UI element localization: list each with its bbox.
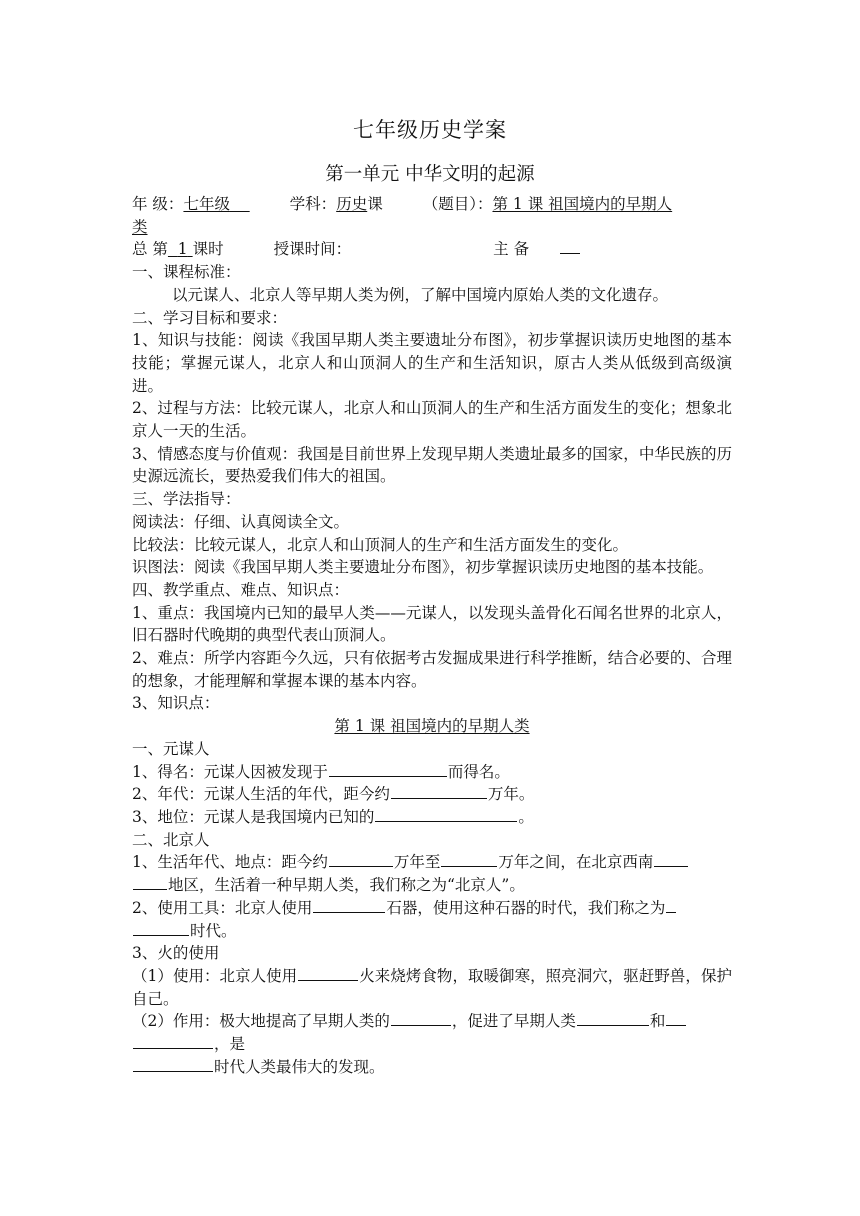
answer-blank[interactable] [666, 897, 676, 913]
document-title: 七年级历史学案 [353, 118, 507, 142]
grade-value: 七年级 [183, 195, 230, 213]
answer-blank[interactable] [391, 783, 487, 799]
section-heading: 三、学法指导： [132, 490, 241, 509]
total-value: 1 [177, 240, 188, 259]
answer-blank[interactable] [133, 874, 167, 890]
time-label: 授课时间： [273, 240, 352, 259]
paragraph: 2、难点：所学内容距今久远，只有依据考古发掘成果进行科学推断，结合必要的、合理的想象，才能理解和掌握本课的基本内容。 [132, 649, 732, 690]
answer-blank[interactable] [654, 851, 688, 867]
topic-label: （题目）： [422, 195, 493, 213]
section-heading: 一、元谋人 [132, 739, 210, 758]
fill-question: 1、得名：元谋人因被发现于 而得名。 [132, 762, 510, 781]
fill-question: 2、年代：元谋人生活的年代，距今约 万年。 [132, 785, 535, 804]
paragraph: 3、火的使用 [132, 944, 220, 963]
answer-blank[interactable] [313, 897, 385, 913]
paragraph: 识图法：阅读《我国早期人类主要遗址分布图》，初步掌握识读历史地图的基本技能。 [132, 558, 714, 577]
section-heading: 二、北京人 [132, 830, 210, 849]
meta-row-1-wrap [132, 216, 732, 239]
fill-question: 2、使用工具：北京人使用 石器，使用这种石器的时代，我们称之为 时代。 [132, 897, 732, 942]
answer-blank[interactable] [329, 851, 393, 867]
answer-blank[interactable] [298, 965, 358, 981]
fill-question: （1）使用：北京人使用 火来烧烤食物，取暖御寒，照亮洞穴，驱赶野兽，保护自己。 [132, 966, 732, 1008]
lesson-title: 第 1 课 祖国境内的早期人类 [334, 717, 530, 736]
prep-label: 主 备 [493, 240, 530, 259]
section-heading: 四、教学重点、难点、知识点： [132, 580, 350, 599]
paragraph: 1、知识与技能：阅读《我国早期人类主要遗址分布图》，初步掌握识读历史地图的基本技能；掌握元谋人，北京人和山顶洞人的生产和生活知识，原古人类从低级到高级演进。 [132, 331, 732, 395]
answer-blank[interactable] [441, 851, 497, 867]
fill-question: 3、地位：元谋人是我国境内已知的 。 [132, 807, 534, 826]
total-suffix: 课时 [192, 240, 224, 259]
answer-blank[interactable] [666, 1010, 686, 1026]
total-label: 总 第 [132, 240, 168, 259]
paragraph: 3、知识点： [132, 694, 220, 713]
subject-suffix: 课 [367, 195, 383, 213]
paragraph: 1、重点：我国境内已知的最早人类——元谋人，以发现头盖骨化石闻名世界的北京人，旧石器时代晚期的典型代表山顶洞人。 [132, 603, 732, 645]
paragraph: 比较法：比较元谋人，北京人和山顶洞人的生产和生活方面发生的变化。 [132, 535, 629, 554]
topic-value-wrap: 类 [132, 217, 148, 236]
paragraph: 阅读法：仔细、认真阅读全文。 [132, 512, 350, 531]
meta-row-1 [132, 193, 732, 216]
answer-blank[interactable] [577, 1010, 649, 1026]
topic-value: 第 1 课 祖国境内的早期人 [492, 195, 673, 213]
paragraph: 以元谋人、北京人等早期人类为例，了解中国境内原始人类的文化遗存。 [172, 285, 669, 304]
grade-label: 年 级： [132, 195, 184, 213]
answer-blank[interactable] [329, 761, 447, 777]
subject-label: 学科： [289, 195, 337, 213]
answer-blank[interactable] [133, 1056, 213, 1072]
section-heading: 一、课程标准： [132, 263, 241, 282]
answer-blank[interactable] [375, 806, 517, 822]
meta-row-2 [132, 238, 732, 261]
paragraph: 2、过程与方法：比较元谋人，北京人和山顶洞人的生产和生活方面发生的变化；想象北京人一天的生活。 [132, 399, 732, 441]
subject-value: 历史 [336, 195, 368, 213]
fill-question: （2）作用：极大地提高了早期人类的 ，促进了早期人类 和 ，是 [132, 1010, 732, 1055]
paragraph: 3、情感态度与价值观：我国是目前世界上发现早期人类遗址最多的国家，中华民族的历史源远流长，要热爱我们伟大的祖国。 [132, 444, 732, 486]
answer-blank[interactable] [133, 1033, 213, 1049]
answer-blank[interactable] [391, 1010, 451, 1026]
unit-subtitle: 第一单元 中华文明的起源 [325, 164, 535, 185]
fill-question: 时代人类最伟大的发现。 [132, 1056, 732, 1079]
answer-blank[interactable] [133, 920, 189, 936]
prep-blank[interactable] [560, 238, 580, 254]
fill-question: 1、生活年代、地点：距今约 万年至 万年之间，在北京西南 地区，生活着一种早期人类，我们称之为“北京人”。 [132, 851, 732, 896]
document-body [132, 193, 732, 1078]
section-heading: 二、学习目标和要求： [132, 308, 288, 327]
